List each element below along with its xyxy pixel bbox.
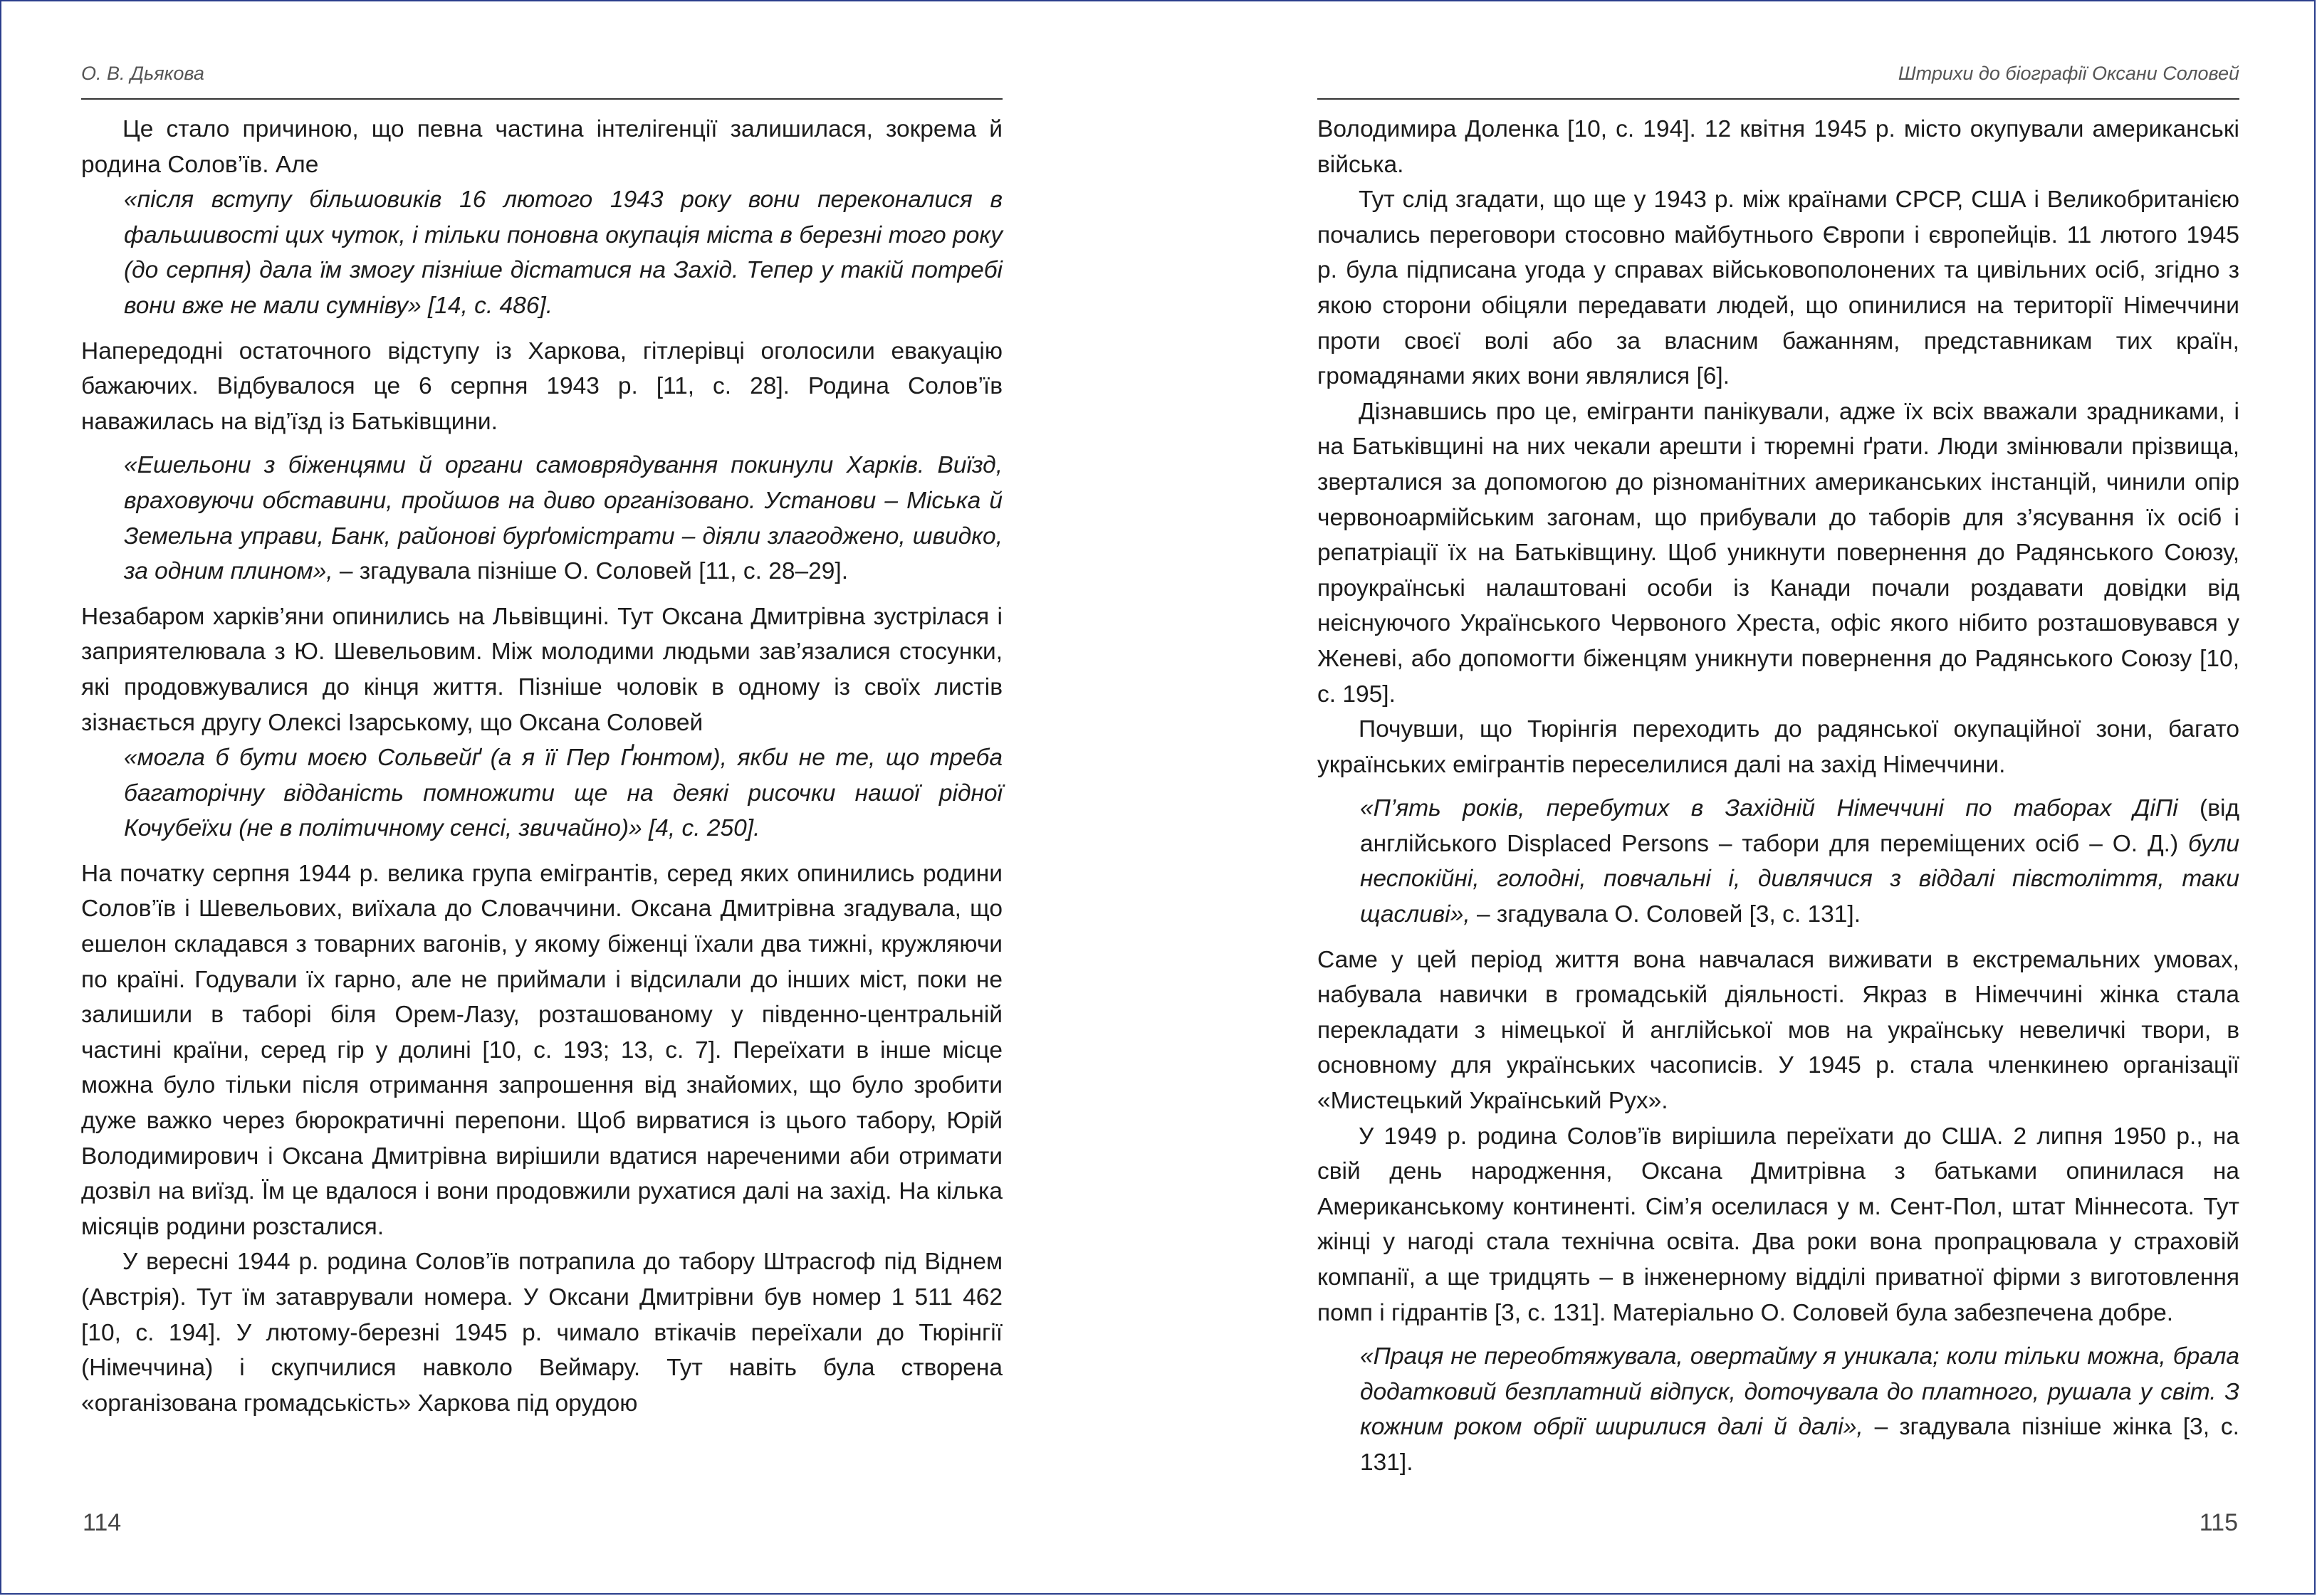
running-head-author: О. В. Дьякова [81,63,204,84]
quote-text: «після вступу більшовиків 16 лютого 1943 року вони переконалися в фальшивості цих чуток, і тільки поновна окупація міста в березні того року (до серпня) дала їм змогу пізніше дістатися на Захід. Тепер у такій потребі вони вже не мали сумніву» [14, с. 486]. [124,187,1003,319]
block-quote [1360,791,2239,932]
header-rule [81,98,1003,100]
quote-text: «могла б бути моєю Сольвейґ (а я її Пер Ґюнтом), якби не те, що треба багаторічну відданість помножити ще на деякі рисочки нашої рідної Кочубеїхи (не в політичному сенсі, звичайно)» [4, с. 250]. [124,745,1003,842]
quote-text: «Ешельони з біженцями й органи самоврядування покинули Харків. Виїзд, враховуючи обставини, пройшов на диво організовано. Установи – Міська й Земельна управи, Банк, районові бурґомістрати – діяли злагоджено, швидко, за одним плином», [124,452,1003,585]
block-quote [124,182,1003,323]
right-body-text [1317,112,2239,1491]
page-number: 114 [83,1509,122,1536]
quote-attribution: – згадувала пізніше жінка [3, с. 131]. [1360,1414,2239,1476]
block-quote [124,448,1003,589]
paragraph: Володимира Доленка [10, с. 194]. 12 квітня 1945 р. місто окупували американські війська. [1317,116,2239,178]
paragraph: Це стало причиною, що певна частина інтелігенції залишилася, зокрема й родина Солов’їв. Але [81,116,1003,178]
block-quote [1360,1339,2239,1480]
quote-text: «П’ять років, перебутих в Західній Німеччині по таборах ДіПі [1360,795,2178,822]
quote-attribution: – згадувала О. Соловей [3, с. 131]. [1470,901,1861,928]
quote-text: були неспокійні, голодні, повчальні і, дивлячися з віддалі півстоліття, таки щасливі», [1360,830,2239,928]
paragraph: Дізнавшись про це, емігранти панікували, адже їх всіх вважали зрадниками, і на Батьківщині на них чекали арешти і тюремні ґрати. Люди змінювали прізвища, зверталися за допомогою до різноманітних американських інстанцій, чинили опір червоноармійським загонам, що прибували до таборів для з’ясування їх осіб і репатріації їх на Батьківщину. Щоб уникнути повернення до Радянського Союзу, проукраїнські налаштовані особи із Канади почали роздавати довідки від неіснуючого Українського Червоного Хреста, офіс якого нібито розташовувався у Женеві, або допомогти біженцям уникнути повернення до Радянського Союзу [10, с. 195]. [1317,398,2239,708]
paragraph: Почувши, що Тюрінгія переходить до радянської окупаційної зони, багато українських емігрантів переселилися далі на захід Німеччини. [1317,716,2239,778]
paragraph: Тут слід згадати, що ще у 1943 р. між країнами СРСР, США і Великобританією почались переговори стосовно майбутнього Європи і європейців. 11 лютого 1945 р. була підписана угода у справах військовополонених та цивільних осіб, згідно з якою сторони обіцяли передавати людей, що опинилися на території Німеччини проти своєї волі або за власним бажанням, представникам тих країн, громадянами яких вони являлися [6]. [1317,187,2239,390]
left-page [81,1,1003,1596]
paragraph: У вересні 1944 р. родина Солов’їв потрапила до табору Штрасгоф під Віднем (Австрія). Тут їм затаврували номера. У Оксани Дмитрівни був номер 1 511 462 [10, с. 194]. У лютому-березні 1945 р. чимало втікачів переїхали до Тюрінгії (Німеччина) і скупчилися навколо Веймару. Тут навіть була створена «організована громадськість» Харкова під орудою [81,1249,1003,1417]
running-head-title: Штрихи до біографії Оксани Соловей [1898,63,2239,84]
header-rule [1317,98,2239,100]
page-number: 115 [2199,1509,2238,1536]
paragraph: Напередодні остаточного відступу із Харкова, гітлерівці оголосили евакуацію бажаючих. Відбувалося це 6 серпня 1943 р. [11, с. 28]. Родина Солов’їв наважилась на від’їзд із Батьківщини. [81,337,1003,435]
block-quote [124,740,1003,846]
right-page [1317,1,2239,1596]
quote-text: «Праця не переобтяжувала, овертайму я уникала; коли тільки можна, брала додатковий безплатний відпуск, доточувала до платного, рушала у світ. З кожним роком обрії ширилися далі й далі», [1360,1343,2239,1441]
paragraph: На початку серпня 1944 р. велика група емігрантів, серед яких опинились родини Солов’їв і Шевельових, виїхала до Словаччини. Оксана Дмитрівна згадувала, що ешелон складався з товарних вагонів, у якому біженці їхали два тижні, кружляючи по країні. Годували їх гарно, але не приймали і відсилали до інших міст, поки не залишили в таборі біля Орем-Лазу, розташованому у південно-центральній частині країни, серед гір у долині [10, с. 193; 13, с. 7]. Переїхати в інше місце можна було тільки після отримання запрошення від знайомих, що було зробити дуже важко через бюрократичні перепони. Щоб вирватися із цього табору, Юрій Володимирович і Оксана Дмитрівна вирішили вдатися нареченими аби отримати дозвіл на виїзд. Їм це вдалося і вони продовжили рухатися далі на захід. На кілька місяців родини розсталися. [81,860,1003,1240]
paragraph: Незабаром харків’яни опинились на Львівщині. Тут Оксана Дмитрівна зустрілася і заприятелювала з Ю. Шевельовим. Між молодими людьми зав’язалися стосунки, які продовжувалися до кінця життя. Пізніше чоловік в одному із своїх листів зізнається другу Олексі Ізарському, що Оксана Соловей [81,603,1003,736]
quote-attribution: – згадувала пізніше О. Соловей [11, с. 28–29]. [333,558,849,585]
paragraph: У 1949 р. родина Солов’їв вирішила переїхати до США. 2 липня 1950 р., на свій день народження, Оксана Дмитрівна з батьками опинилася на Американському континенті. Сім’я оселилася у м. Сент-Пол, штат Міннесота. Тут жінці у нагоді стала технічна освіта. Два роки вона пропрацювала у страховій компанії, а ще тридцять – в інженерному відділі приватної фірми з виготовлення помп і гідрантів [3, с. 131]. Матеріально О. Соловей була забезпечена добре. [1317,1123,2239,1326]
paragraph: Саме у цей період життя вона навчалася виживати в екстремальних умовах, набувала навички в громадській діяльності. Якраз в Німеччині жінка стала перекладати з німецької й англійської мов на українську невеличкі твори, в основному для українських часописів. У 1945 р. стала членкинею організації «Мистецький Український Рух». [1317,946,2239,1115]
left-body-text [81,112,1003,1421]
quote-note: (від англійського Displaced Persons – табори для переміщених осіб – О. Д.) [1360,795,2239,857]
